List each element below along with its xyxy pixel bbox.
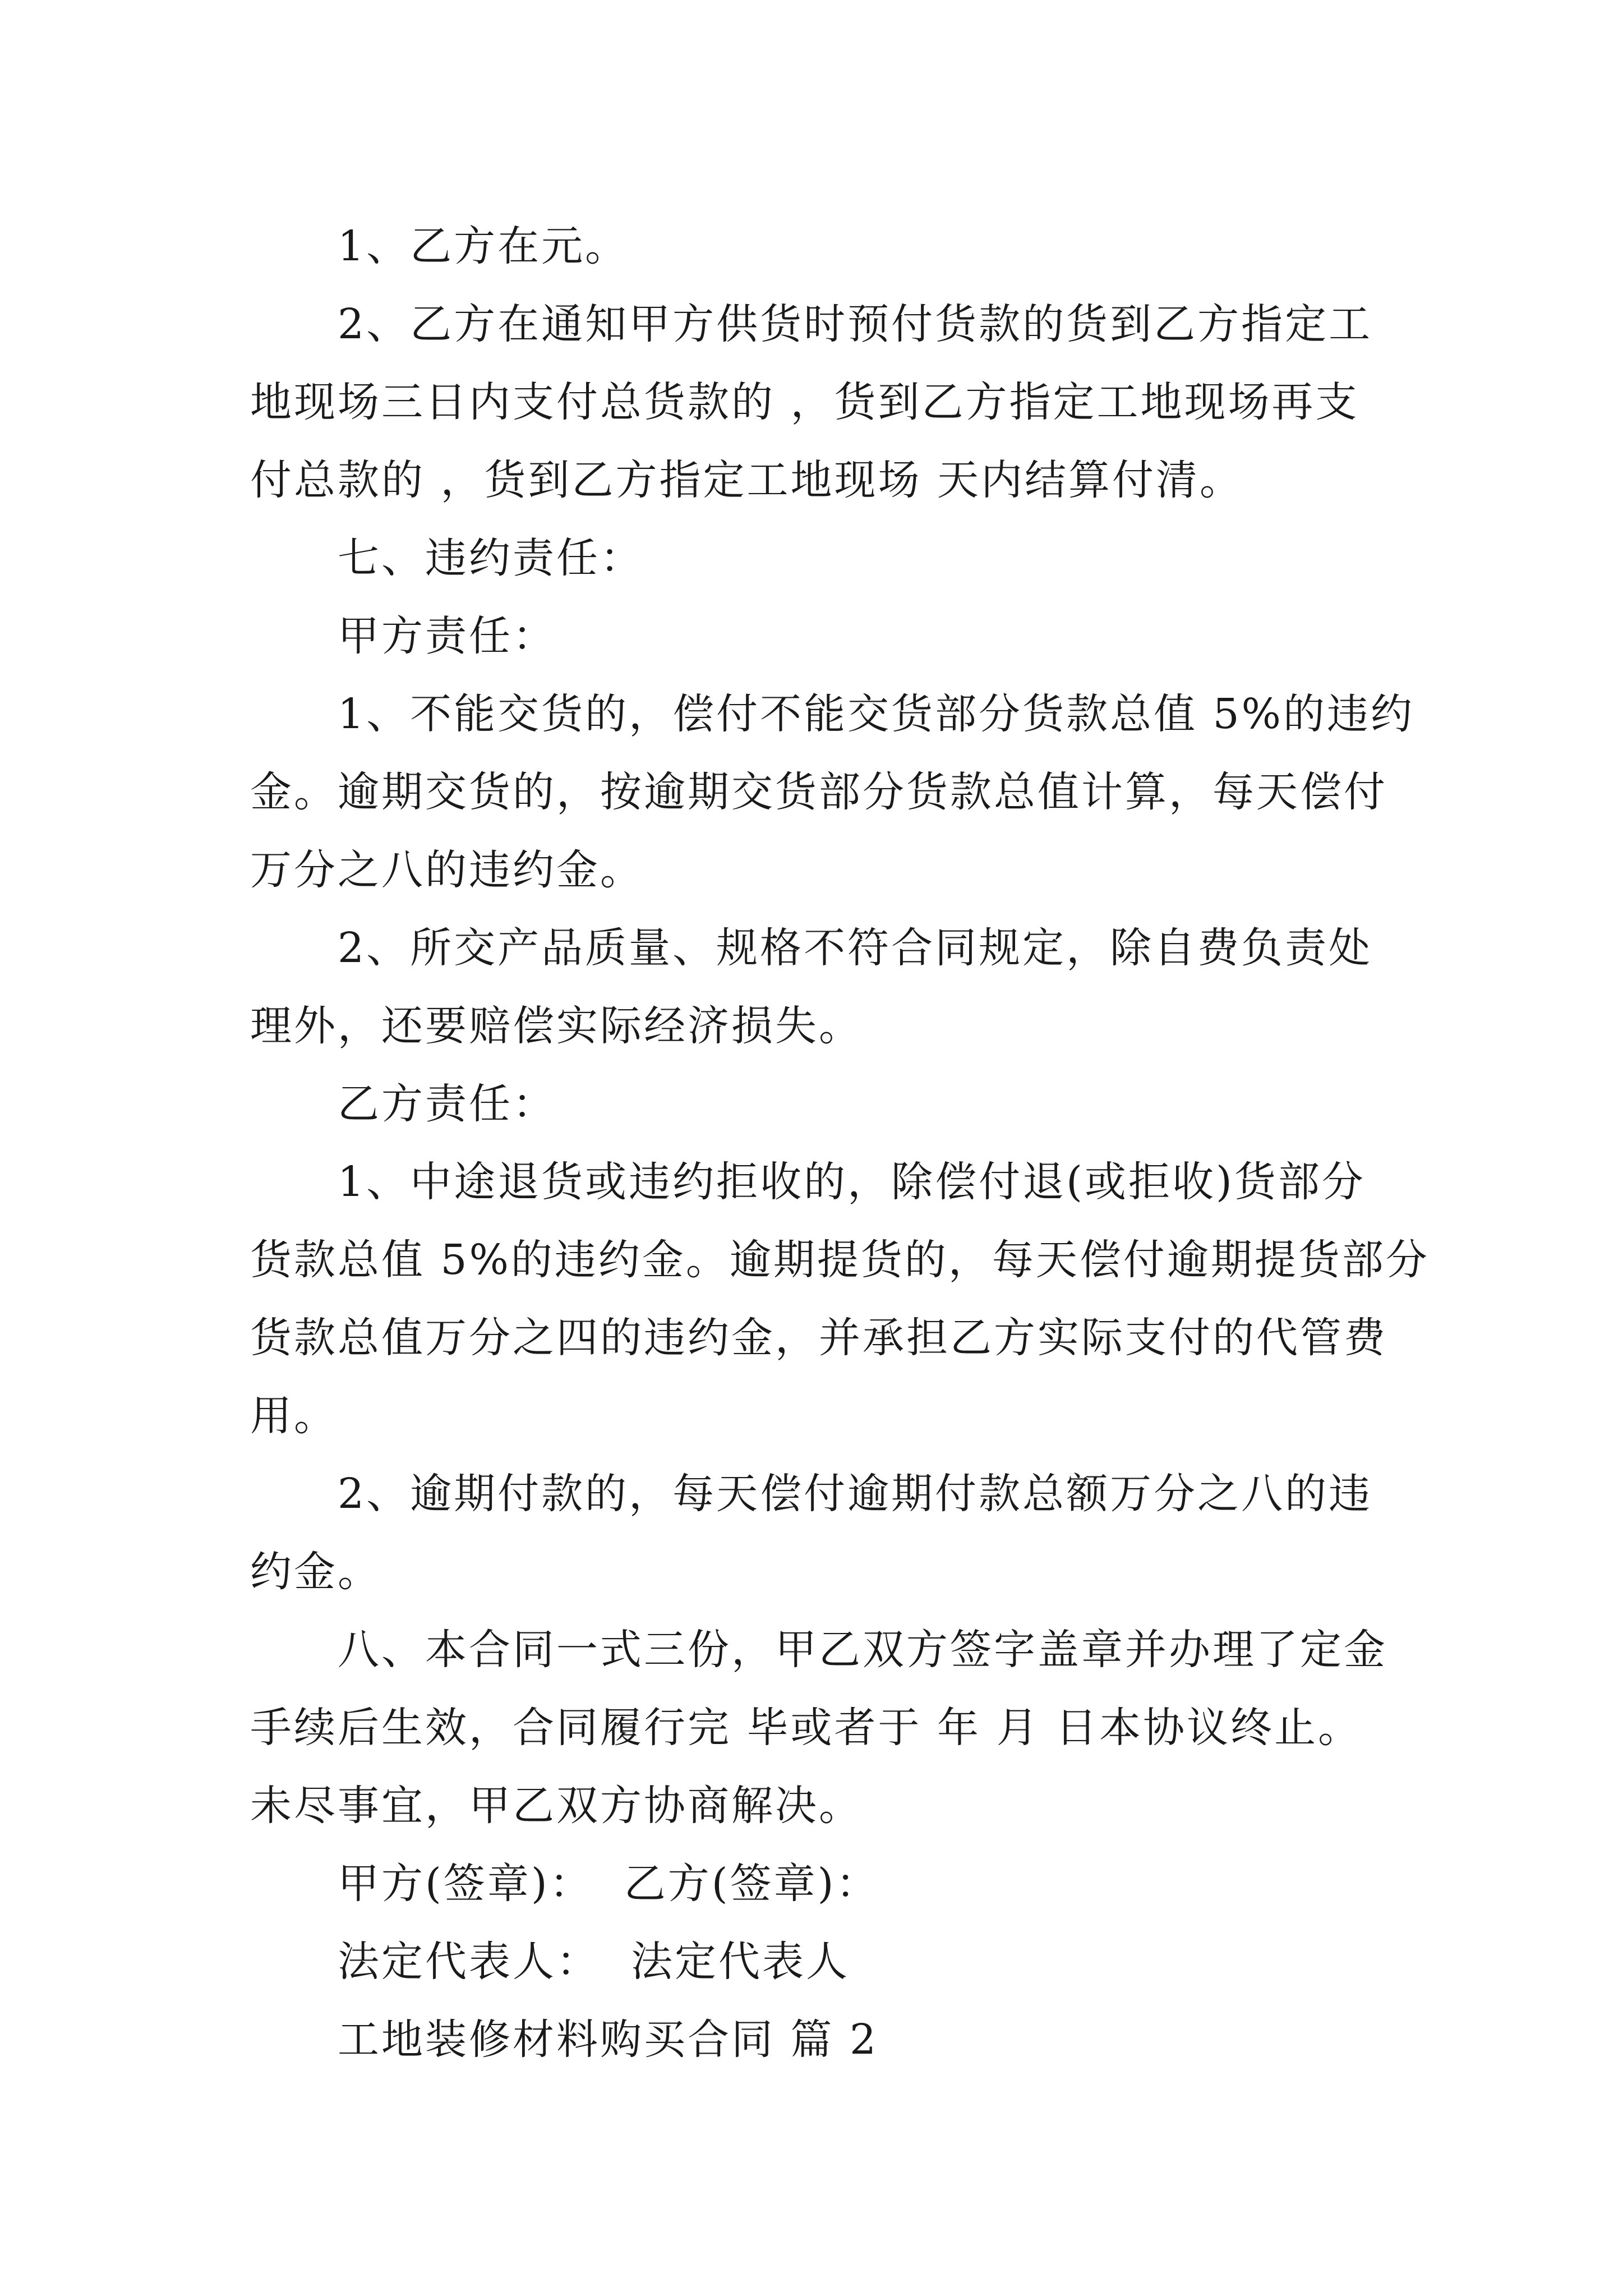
signature-line: 甲方(签章)： 乙方(签章)： (338, 1860, 880, 1908)
text-line: 未尽事宜，甲乙双方协商解决。 (250, 1782, 863, 1830)
text-line: 手续后生效，合同履行完 毕或者于 年 月 日本协议终止。 (250, 1704, 1362, 1752)
text-line: 1、不能交货的，偿付不能交货部分货款总值 5%的违约 (338, 690, 1414, 738)
text-line: 2、所交产品质量、规格不符合同规定，除自费负责处 (338, 924, 1373, 972)
text-line: 1、中途退货或违约拒收的，除偿付退(或拒收)货部分 (338, 1158, 1366, 1206)
text-line: 约金。 (250, 1548, 381, 1596)
text-line: 1、乙方在元。 (338, 222, 629, 270)
text-line: 货款总值万分之四的违约金，并承担乙方实际支付的代管费 (250, 1314, 1387, 1362)
representative-line: 法定代表人： 法定代表人 (338, 1938, 850, 1986)
text-line: 理外，还要赔偿实际经济损失。 (250, 1002, 863, 1050)
text-line: 2、乙方在通知甲方供货时预付货款的货到乙方指定工 (338, 300, 1373, 348)
text-line: 地现场三日内支付总货款的 ，货到乙方指定工地现场再支 (250, 378, 1359, 426)
subsection-heading: 甲方责任： (338, 612, 556, 660)
text-line: 付总款的 ，货到乙方指定工地现场 天内结算付清。 (250, 456, 1244, 504)
section-heading: 七、违约责任： (338, 534, 644, 582)
next-section-title: 工地装修材料购买合同 篇 2 (338, 2016, 879, 2064)
text-line: 万分之八的违约金。 (250, 846, 644, 894)
text-line: 八、本合同一式三份，甲乙双方签字盖章并办理了定金 (338, 1626, 1387, 1674)
text-line: 货款总值 5%的违约金。逾期提货的，每天偿付逾期提货部分 (250, 1236, 1430, 1284)
text-line: 金。逾期交货的，按逾期交货部分货款总值计算，每天偿付 (250, 768, 1387, 816)
text-line: 用。 (250, 1392, 338, 1440)
subsection-heading: 乙方责任： (338, 1080, 556, 1128)
text-line: 2、逾期付款的，每天偿付逾期付款总额万分之八的违 (338, 1470, 1373, 1518)
